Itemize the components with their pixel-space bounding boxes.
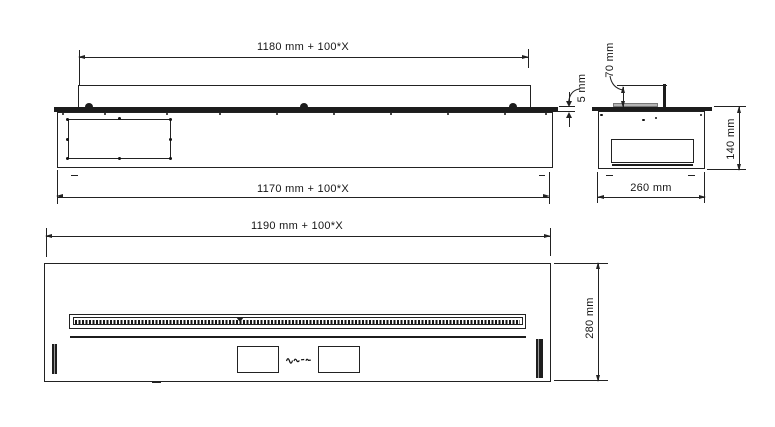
- dim-label-5mm: 5 mm: [575, 73, 588, 102]
- panel-screw-icon: [169, 118, 172, 121]
- end-opening-shadow: [612, 164, 694, 166]
- foot-stub: [539, 175, 546, 177]
- dim-label-260mm: 260 mm: [630, 181, 672, 194]
- extension-line: [714, 106, 746, 107]
- foot-stub: [71, 175, 78, 177]
- panel-screw-icon: [169, 138, 172, 141]
- brand-logo-icon: [285, 354, 312, 365]
- dimension-arrow-stem: [569, 118, 570, 127]
- arrow-up-icon: [566, 112, 572, 118]
- extension-line: [57, 170, 58, 204]
- extension-line: [46, 228, 47, 257]
- end-igniter-post: [663, 84, 667, 107]
- front-divider-line: [70, 336, 526, 339]
- right-vent-bar: [536, 339, 543, 378]
- panel-screw-icon: [66, 138, 69, 141]
- left-vent-bar: [52, 344, 58, 374]
- dimension-line-260: [598, 197, 706, 198]
- dim-label-1190: 1190 mm + 100*X: [250, 219, 344, 232]
- foot-stub: [688, 175, 695, 177]
- dimension-line-140: [739, 107, 740, 170]
- control-box-1: [237, 346, 279, 374]
- bottom-stub: [152, 381, 161, 383]
- flange-bump-icon: [300, 103, 308, 107]
- foot-stub: [606, 175, 613, 177]
- extension-line: [550, 228, 551, 256]
- dim-label-280mm: 280 mm: [583, 296, 596, 339]
- panel-screw-icon: [169, 157, 172, 160]
- panel-screw-icon: [66, 118, 69, 121]
- flange-bump-icon: [85, 103, 93, 107]
- dimension-line-1170: [57, 197, 549, 198]
- control-box-2: [318, 346, 360, 374]
- dimension-line-280: [598, 263, 599, 381]
- end-burner-deck: [613, 103, 658, 107]
- dimension-line-1180: [79, 57, 528, 58]
- dim-label-1180: 1180 mm + 100*X: [256, 40, 350, 53]
- end-opening-box: [611, 139, 694, 164]
- slot-notch-icon: [236, 317, 244, 322]
- extension-line: [549, 172, 550, 204]
- dim-label-1170: 1170 mm + 100*X: [256, 182, 350, 195]
- panel-screw-icon: [66, 157, 69, 160]
- panel-screw-icon: [118, 157, 121, 160]
- dimension-line-1190: [46, 236, 550, 237]
- flange-bump-icon: [509, 103, 517, 107]
- burner-slot-perforations: [75, 320, 520, 324]
- dim-label-70mm: 70 mm: [604, 42, 616, 78]
- panel-screw-icon: [118, 117, 121, 120]
- side-access-panel: [68, 119, 171, 159]
- dim-label-140mm: 140 mm: [724, 117, 737, 160]
